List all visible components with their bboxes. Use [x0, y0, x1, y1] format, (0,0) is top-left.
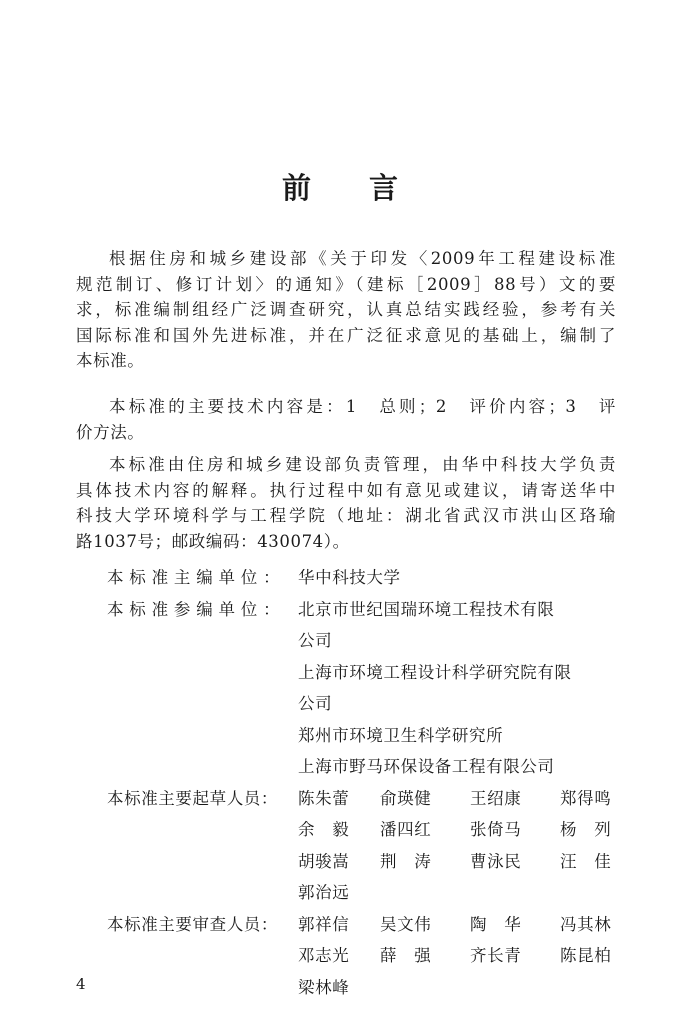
- chief-unit-label: 本标准主编单位：: [107, 568, 286, 587]
- participating-unit: 公司: [298, 631, 333, 650]
- paragraph-line: 国际标准和国外先进标准，并在广泛征求意见的基础上，编制了: [76, 325, 616, 345]
- paragraph-line: 路1037号；邮政编码：430074）。: [76, 531, 350, 551]
- paragraph-line: 科技大学环境科学与工程学院（地址：湖北省武汉市洪山区珞瑜: [76, 506, 616, 526]
- drafter-name: 余 毅: [298, 820, 350, 839]
- reviewer-name: 吴文伟: [380, 914, 432, 934]
- drafter-name: 俞瑛健: [380, 788, 432, 808]
- drafter-name: 杨 列: [560, 820, 612, 839]
- participating-unit: 北京市世纪国瑞环境工程技术有限: [298, 599, 555, 619]
- paragraph-line: 本标准由住房和城乡建设部负责管理，由华中科技大学负责: [109, 455, 616, 474]
- paragraph-2: [76, 394, 616, 445]
- page-title: [0, 166, 682, 207]
- paragraph-line: 求，标准编制组经广泛调查研究，认真总结实践经验，参考有关: [76, 300, 616, 320]
- reviewer-name: 邓志光: [298, 946, 350, 965]
- title-char-2: 言: [369, 171, 401, 205]
- drafter-name: 荆 涛: [380, 851, 432, 871]
- paragraph-line: 本标准的主要技术内容是：1 总则；2 评价内容；3 评: [109, 397, 616, 416]
- paragraph-line: 规范制订、修订计划〉的通知》（建标［2009］88号）文的要: [76, 274, 616, 294]
- reviewer-name: 梁林峰: [298, 977, 350, 997]
- participating-unit: 公司: [298, 694, 333, 713]
- reviewer-name: 陶 华: [470, 914, 522, 934]
- participating-unit: 郑州市环境卫生科学研究所: [298, 725, 504, 745]
- chief-unit-value: 华中科技大学: [298, 568, 401, 587]
- drafter-name: 王绍康: [470, 788, 522, 808]
- reviewer-name: 冯其林: [560, 914, 612, 934]
- paragraph-line: 根据住房和城乡建设部《关于印发〈2009年工程建设标准: [109, 249, 616, 268]
- title-char-1: 前: [281, 171, 313, 205]
- participating-units-label: 本标准参编单位：: [107, 599, 286, 619]
- credits-list: [76, 562, 616, 1003]
- drafter-name: 郑得鸣: [560, 788, 612, 808]
- drafter-name: 张倚马: [470, 820, 522, 839]
- drafter-name: 潘四红: [380, 820, 432, 839]
- drafter-name: 胡骏嵩: [298, 851, 350, 871]
- paragraph-1: [76, 246, 616, 374]
- reviewers-label: 本标准主要审查人员：: [107, 914, 278, 934]
- drafter-name: 陈朱蕾: [298, 788, 350, 808]
- reviewer-name: 薛 强: [380, 946, 432, 965]
- participating-units-row: [76, 594, 616, 783]
- participating-unit: 上海市野马环保设备工程有限公司: [298, 757, 555, 776]
- drafters-row: [76, 783, 616, 909]
- reviewer-name: 陈昆柏: [560, 946, 612, 965]
- reviewer-name: 齐长青: [470, 946, 522, 965]
- drafter-name: 郭治远: [298, 883, 350, 902]
- reviewers-row: [76, 909, 616, 1004]
- paragraph-line: 本标准。: [76, 351, 145, 371]
- drafter-name: 曹泳民: [470, 851, 522, 871]
- drafter-name: 汪 佳: [560, 851, 612, 871]
- page-number: 4: [76, 975, 86, 993]
- drafters-label: 本标准主要起草人员：: [107, 788, 278, 808]
- reviewer-name: 郭祥信: [298, 914, 350, 934]
- participating-unit: 上海市环境工程设计科学研究院有限: [298, 662, 572, 682]
- chief-unit-row: [76, 562, 616, 594]
- paragraph-3: [76, 452, 616, 554]
- paragraph-line: 具体技术内容的解释。执行过程中如有意见或建议，请寄送华中: [76, 480, 616, 500]
- paragraph-line: 价方法。: [76, 422, 145, 442]
